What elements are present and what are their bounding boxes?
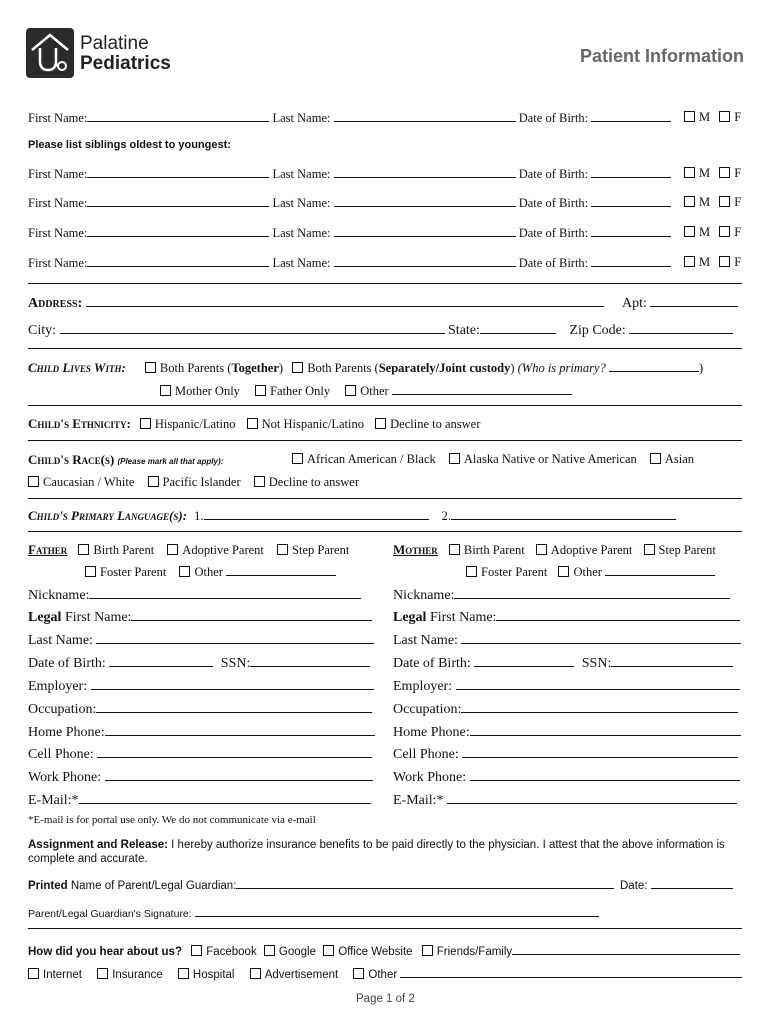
male-label: M: [699, 225, 711, 239]
both-together-bold: Together: [231, 361, 279, 375]
father-cell-phone-field[interactable]: [97, 746, 372, 758]
mother-cell-phone-field[interactable]: [462, 746, 738, 758]
mother-occupation-field[interactable]: [461, 701, 738, 713]
friends-family-label: Friends/Family: [436, 946, 513, 958]
mother-ssn-field[interactable]: [611, 655, 733, 667]
father-other-field[interactable]: [226, 564, 336, 576]
sibling-last-label: Last Name:: [272, 256, 331, 270]
father-employer: [28, 678, 374, 695]
sibling-last-field[interactable]: [334, 225, 516, 237]
brand-line2: Pediatrics: [80, 53, 171, 74]
printed-name-row: [28, 877, 614, 892]
internet-label: Internet: [43, 969, 82, 981]
ethnicity-label: Child's Ethnicity:: [28, 416, 131, 431]
language-2-num: 2.: [441, 509, 452, 523]
father-home-phone-field[interactable]: [105, 724, 375, 736]
sibling-sex: [684, 225, 741, 240]
sibling-first-label: First Name:: [28, 226, 88, 240]
first-name-label: First Name:: [28, 111, 88, 125]
female-label: F: [734, 166, 742, 180]
not-hispanic-checkbox[interactable]: [247, 418, 258, 429]
divider: [28, 405, 742, 406]
race-african-american-label: African American / Black: [307, 452, 436, 466]
female-checkbox[interactable]: [719, 196, 730, 207]
not-hispanic-label: Not Hispanic/Latino: [261, 417, 364, 431]
signature-label: Parent/Legal Guardian's Signature:: [28, 908, 192, 920]
language-label: Child's Primary Language(s):: [28, 508, 188, 523]
facebook-checkbox[interactable]: [191, 945, 202, 956]
other-field[interactable]: [392, 383, 572, 395]
sibling-sex: [684, 195, 741, 210]
mother-step-checkbox[interactable]: [644, 544, 655, 555]
signature-field[interactable]: [195, 905, 599, 917]
mother-other-label: Other: [573, 565, 602, 579]
mother-nickname-field[interactable]: [454, 587, 730, 599]
mother-step-label: Step Parent: [658, 543, 716, 557]
mother-other-field[interactable]: [605, 564, 715, 576]
apt-label: Apt:: [622, 296, 647, 311]
male-label: M: [699, 195, 711, 209]
mother-heading-row: [393, 542, 716, 558]
state-label: State:: [448, 323, 480, 338]
father-work-phone: [28, 769, 373, 786]
sibling-first-label: First Name:: [28, 167, 88, 181]
mother-foster-checkbox[interactable]: [466, 566, 477, 577]
race-note: (Please mark all that apply):: [117, 457, 224, 466]
race-african-american-checkbox[interactable]: [292, 453, 303, 464]
father-home-phone: [28, 724, 375, 741]
mother-only-checkbox[interactable]: [160, 385, 171, 396]
last-name-label: Last Name:: [393, 633, 458, 648]
sibling-last-label: Last Name:: [272, 167, 331, 181]
father-nickname: [28, 587, 361, 604]
female-label: F: [734, 255, 742, 269]
sibling-first-field[interactable]: [87, 255, 269, 267]
race-alaska-native-checkbox[interactable]: [449, 453, 460, 464]
mother-last-name: [393, 632, 741, 649]
divider: [28, 283, 742, 284]
divider: [28, 928, 742, 929]
email-label: E-Mail:*: [393, 793, 444, 808]
female-checkbox[interactable]: [719, 111, 730, 122]
both-sep-suffix: ): [510, 361, 515, 375]
race-caucasian-label: Caucasian / White: [43, 475, 135, 489]
city-field[interactable]: [60, 322, 445, 334]
referral-other-checkbox[interactable]: [353, 968, 364, 979]
referral-row1: [28, 943, 740, 958]
mother-email-field[interactable]: [447, 792, 737, 804]
both-together-prefix: Both Parents (: [159, 361, 232, 375]
mother-work-phone: [393, 769, 740, 786]
father-adoptive-checkbox[interactable]: [167, 544, 178, 555]
both-together-suffix: ): [278, 361, 284, 375]
legal-rest: First Name:: [426, 610, 497, 625]
father-email: [28, 792, 371, 809]
female-label: F: [734, 195, 742, 209]
father-legal-first-field[interactable]: [131, 609, 372, 621]
apt-field[interactable]: [650, 295, 738, 307]
father-only-checkbox[interactable]: [255, 385, 266, 396]
email-note: *E-mail is for portal use only. We do not communicate via e-mail: [28, 814, 316, 826]
race-caucasian-checkbox[interactable]: [28, 476, 39, 487]
race-decline-label: Decline to answer: [268, 475, 359, 489]
female-checkbox[interactable]: [719, 256, 730, 267]
employer-label: Employer:: [393, 679, 453, 694]
father-last-name: [28, 632, 374, 649]
city-label: City:: [28, 323, 57, 338]
mother-legal-first-field[interactable]: [496, 609, 740, 621]
advertisement-checkbox[interactable]: [250, 968, 261, 979]
who-primary-field[interactable]: [609, 360, 699, 372]
lives-with-row2: [160, 383, 572, 399]
assignment-text: I hereby authorize insurance benefits to be paid directly to the physician. I attest that the above information is complete and accurate.: [28, 839, 725, 865]
father-occupation: [28, 701, 372, 718]
date-field[interactable]: [651, 877, 733, 889]
apt-row: [622, 295, 738, 312]
female-checkbox[interactable]: [719, 167, 730, 178]
mother-dob-field[interactable]: [474, 655, 574, 667]
divider: [28, 531, 742, 532]
mother-employer: [393, 678, 740, 695]
mother-cell-phone: [393, 746, 738, 763]
office-website-label: Office Website: [338, 946, 413, 958]
race-decline-checkbox[interactable]: [254, 476, 265, 487]
ethnicity-decline-checkbox[interactable]: [375, 418, 386, 429]
father-cell-phone: [28, 746, 372, 763]
mother-legal-first: [393, 609, 740, 626]
internet-checkbox[interactable]: [28, 968, 39, 979]
friends-family-checkbox[interactable]: [422, 945, 433, 956]
father-foster-label: Foster Parent: [100, 565, 167, 579]
cell-phone-label: Cell Phone:: [393, 747, 459, 762]
siblings-heading: Please list siblings oldest to youngest:: [28, 139, 231, 151]
mother-relations-row2: [466, 564, 715, 580]
sibling-first-label: First Name:: [28, 256, 88, 270]
sibling-dob-label: Date of Birth:: [518, 167, 589, 181]
sibling-last-field[interactable]: [334, 166, 516, 178]
last-name-field[interactable]: [334, 110, 516, 122]
mother-foster-label: Foster Parent: [481, 565, 548, 579]
facebook-label: Facebook: [206, 946, 257, 958]
printed-rest: Name of Parent/Legal Guardian:: [67, 880, 237, 892]
friends-family-field[interactable]: [512, 943, 740, 955]
nickname-label: Nickname:: [28, 588, 90, 603]
sibling-dob-field[interactable]: [591, 225, 671, 237]
divider: [28, 440, 742, 441]
race-asian-label: Asian: [664, 452, 695, 466]
father-foster-checkbox[interactable]: [85, 566, 96, 577]
father-employer-field[interactable]: [91, 678, 374, 690]
work-phone-label: Work Phone:: [393, 770, 467, 785]
hospital-label: Hospital: [192, 969, 235, 981]
google-label: Google: [278, 946, 316, 958]
dob-field[interactable]: [591, 110, 671, 122]
mother-occupation: [393, 701, 738, 718]
race-row: [28, 452, 223, 468]
who-primary-label: (Who is primary?: [517, 361, 606, 375]
last-name-label: Last Name:: [28, 633, 93, 648]
hospital-checkbox[interactable]: [178, 968, 189, 979]
occupation-label: Occupation:: [393, 702, 462, 717]
mother-last-name-field[interactable]: [461, 632, 741, 644]
mother-birth-label: Birth Parent: [463, 543, 525, 557]
mother-dob-ssn: [393, 655, 733, 672]
female-label: F: [734, 110, 742, 124]
hispanic-label: Hispanic/Latino: [154, 417, 236, 431]
father-other-label: Other: [194, 565, 223, 579]
ssn-label: SSN:: [581, 656, 612, 671]
father-step-label: Step Parent: [292, 543, 350, 557]
race-pacific-islander-label: Pacific Islander: [162, 475, 241, 489]
page-title: Patient Information: [580, 46, 745, 66]
male-checkbox[interactable]: [684, 226, 695, 237]
male-label: M: [699, 110, 711, 124]
date-row: [620, 877, 733, 892]
sibling-first-field[interactable]: [87, 166, 269, 178]
male-checkbox[interactable]: [684, 196, 695, 207]
sibling-last-field[interactable]: [334, 255, 516, 267]
patient-row: [28, 110, 671, 126]
sibling-sex: [684, 255, 741, 270]
father-nickname-field[interactable]: [89, 587, 361, 599]
lives-with-row: [28, 360, 703, 376]
father-other-checkbox[interactable]: [179, 566, 190, 577]
race-alaska-native-label: Alaska Native or Native American: [463, 452, 637, 466]
sibling-last-label: Last Name:: [272, 196, 331, 210]
referral-question: How did you hear about us?: [28, 946, 182, 958]
dob-label: Date of Birth:: [28, 656, 106, 671]
insurance-checkbox[interactable]: [97, 968, 108, 979]
other-label: Other: [360, 384, 389, 398]
race-options-row2: [28, 475, 359, 490]
stethoscope-house-icon: [26, 28, 74, 78]
assignment-bold: Assignment and Release:: [28, 839, 168, 851]
father-work-phone-field[interactable]: [105, 769, 373, 781]
sibling-last-label: Last Name:: [272, 226, 331, 240]
sibling-first-field[interactable]: [87, 225, 269, 237]
male-label: M: [699, 166, 711, 180]
occupation-label: Occupation:: [28, 702, 97, 717]
zip-label: Zip Code:: [569, 323, 626, 338]
address-label: Address:: [28, 296, 83, 311]
mother-email: [393, 792, 737, 809]
father-only-label: Father Only: [270, 384, 331, 398]
father-dob-field[interactable]: [109, 655, 213, 667]
signature-row: [28, 905, 599, 920]
mother-employer-field[interactable]: [456, 678, 740, 690]
ethnicity-row: [28, 416, 480, 432]
other-checkbox[interactable]: [345, 385, 356, 396]
mother-birth-checkbox[interactable]: [449, 544, 460, 555]
male-label: M: [699, 255, 711, 269]
referral-other-field[interactable]: [400, 966, 742, 978]
first-name-field[interactable]: [87, 110, 269, 122]
sibling-row: [28, 255, 671, 271]
dob-label: Date of Birth:: [393, 656, 471, 671]
last-name-label: Last Name:: [272, 111, 331, 125]
sibling-row: [28, 195, 671, 211]
father-heading-row: [28, 542, 349, 558]
female-checkbox[interactable]: [719, 226, 730, 237]
mother-heading: Mother: [393, 542, 438, 557]
race-asian-checkbox[interactable]: [650, 453, 661, 464]
printed-bold: Printed: [28, 880, 68, 892]
mother-adoptive-checkbox[interactable]: [536, 544, 547, 555]
sibling-dob-field[interactable]: [591, 255, 671, 267]
ethnicity-decline-label: Decline to answer: [390, 417, 481, 431]
language-row: [28, 508, 676, 524]
mother-adoptive-label: Adoptive Parent: [550, 543, 633, 557]
female-label: F: [734, 225, 742, 239]
lives-with-label: Child Lives With:: [28, 360, 126, 375]
state-field[interactable]: [480, 322, 556, 334]
male-checkbox[interactable]: [684, 167, 695, 178]
sibling-dob-label: Date of Birth:: [518, 256, 589, 270]
legal-bold: Legal: [393, 610, 427, 625]
sibling-row: [28, 166, 671, 182]
insurance-label: Insurance: [112, 969, 163, 981]
email-label: E-Mail:*: [28, 793, 79, 808]
mother-other-checkbox[interactable]: [558, 566, 569, 577]
cell-phone-label: Cell Phone:: [28, 747, 94, 762]
home-phone-label: Home Phone:: [393, 725, 470, 740]
sibling-dob-label: Date of Birth:: [518, 226, 589, 240]
zip-field[interactable]: [629, 322, 733, 334]
father-adoptive-label: Adoptive Parent: [182, 543, 264, 557]
legal-bold: Legal: [28, 610, 62, 625]
sibling-row: [28, 225, 671, 241]
city-row: [28, 322, 733, 339]
hispanic-checkbox[interactable]: [140, 418, 151, 429]
mother-work-phone-field[interactable]: [470, 769, 740, 781]
referral-other-label: Other: [368, 969, 398, 981]
father-last-name-field[interactable]: [96, 632, 374, 644]
father-relations-row2: [85, 564, 336, 580]
father-dob-ssn: [28, 655, 370, 672]
father-birth-checkbox[interactable]: [78, 544, 89, 555]
ssn-label: SSN:: [220, 656, 251, 671]
sibling-dob-field[interactable]: [591, 166, 671, 178]
male-checkbox[interactable]: [684, 111, 695, 122]
referral-row2: [28, 966, 742, 981]
sibling-first-label: First Name:: [28, 196, 88, 210]
mother-home-phone: [393, 724, 741, 741]
brand-line1: Palatine: [80, 33, 149, 54]
father-occupation-field[interactable]: [96, 701, 372, 713]
mother-only-label: Mother Only: [175, 384, 240, 398]
google-checkbox[interactable]: [264, 945, 275, 956]
divider: [28, 498, 742, 499]
language-1-num: 1.: [194, 509, 204, 523]
divider: [28, 348, 742, 349]
work-phone-label: Work Phone:: [28, 770, 102, 785]
legal-rest: First Name:: [61, 610, 132, 625]
sibling-dob-label: Date of Birth:: [518, 196, 589, 210]
father-heading: Father: [28, 542, 68, 557]
race-pacific-islander-checkbox[interactable]: [148, 476, 159, 487]
page-number: Page 1 of 2: [356, 993, 415, 1005]
mother-nickname: [393, 587, 730, 604]
advertisement-label: Advertisement: [264, 969, 339, 981]
father-ssn-field[interactable]: [250, 655, 370, 667]
address-row: [28, 295, 604, 312]
father-legal-first: [28, 609, 372, 626]
sibling-dob-field[interactable]: [591, 195, 671, 207]
mother-home-phone-field[interactable]: [470, 724, 741, 736]
home-phone-label: Home Phone:: [28, 725, 105, 740]
race-options-row1: [292, 452, 694, 467]
both-sep-bold: Separately/Joint custody: [378, 361, 511, 375]
patient-sex: [684, 110, 741, 125]
printed-name-field[interactable]: [236, 877, 614, 889]
race-label: Child's Race(s): [28, 452, 115, 467]
logo-mark: [26, 28, 74, 78]
both-separately-checkbox[interactable]: [292, 362, 303, 373]
father-email-field[interactable]: [79, 792, 371, 804]
who-primary-end: ): [698, 361, 704, 375]
address-field[interactable]: [86, 295, 604, 307]
sibling-last-field[interactable]: [334, 195, 516, 207]
sibling-sex: [684, 166, 741, 181]
language-1-field[interactable]: [204, 508, 429, 520]
both-sep-prefix: Both Parents (: [307, 361, 379, 375]
employer-label: Employer:: [28, 679, 88, 694]
language-2-field[interactable]: [451, 508, 676, 520]
both-together-checkbox[interactable]: [145, 362, 156, 373]
nickname-label: Nickname:: [393, 588, 455, 603]
date-label: Date:: [620, 880, 648, 892]
father-step-checkbox[interactable]: [277, 544, 288, 555]
assignment-paragraph: [28, 838, 740, 866]
office-website-checkbox[interactable]: [323, 945, 334, 956]
dob-label: Date of Birth:: [518, 111, 589, 125]
father-birth-label: Birth Parent: [93, 543, 155, 557]
sibling-first-field[interactable]: [87, 195, 269, 207]
male-checkbox[interactable]: [684, 256, 695, 267]
